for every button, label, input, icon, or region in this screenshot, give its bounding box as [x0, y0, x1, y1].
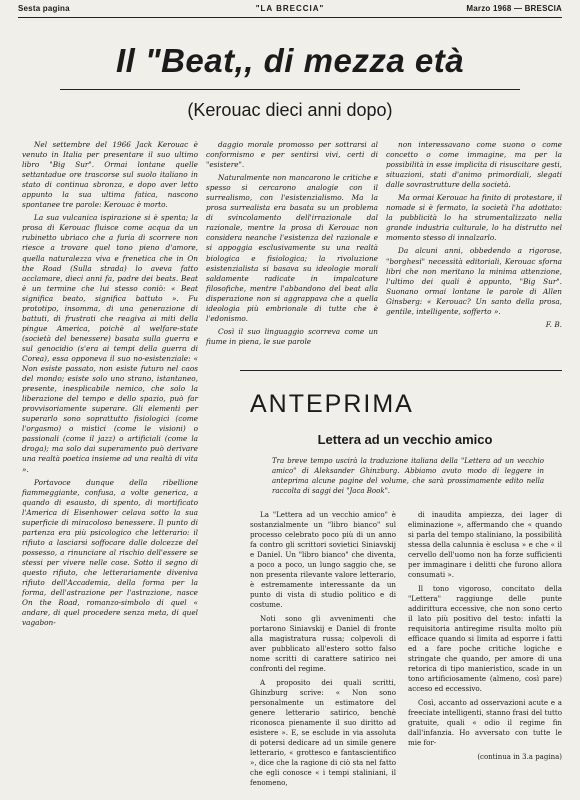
- section-rule: [240, 370, 562, 371]
- issue-date: Marzo 1968 — BRESCIA: [466, 4, 562, 13]
- section-intro: Tra breve tempo uscirà la traduzione italiana della "Lettera ad un vecchio amico" di Aleksander Ghinzburg. Abbiamo avuto modo di leggere in anteprima alcune pagine del volume, che sarà prossimamente edito nella raccolta di saggi dei "Jaca Book".: [272, 457, 544, 495]
- paragraph: di inaudita ampiezza, dei lager di eliminazione », affermando che « quando si parla del tempo staliniano, la possibilità stessa della calunnia è esclusa » e che « il cervello dell'uomo non ha forze sufficienti per immaginare i delitti che furono allora consumati ».: [408, 510, 562, 579]
- paragraph: Naturalmente non mancarono le critiche e spesso si cercarono analogie con il surrealismo, con l'esistenzialismo. Ma la prosa surrealista era basata su un problema di svincolamento dell'irrazionale dal razionale, mentre la prosa di Kerouac non considera neanche l'esistenza del razionale e si appoggia esclusivamente su una realtà biologica e fisiologica; la rivoluzione esistenzialista si basava su ideologie morali saldamente radicate in impalcature filosofiche, mentre l'abbandono del beat alla disperazione non si aggrappava che a quella ideologia più embrionale di tutte che è l'edonismo.: [206, 173, 378, 323]
- section-title: ANTEPRIMA: [250, 390, 414, 418]
- article-column-3: [386, 140, 562, 333]
- preview-column-right: [408, 510, 562, 766]
- article-column-2: [206, 140, 378, 350]
- paragraph: daggio morale promosso per sottrarsi al conformismo e per sentirsi vivi, certi di "esistere".: [206, 140, 378, 170]
- header-rule: [18, 17, 562, 18]
- signature: F. B.: [545, 319, 562, 329]
- paragraph: La sua vulcanica ispirazione si è spenta; la prosa di Kerouac fluisce come acqua da un rubinetto ubriaco che a furia di scorrere non riesce a trovare quel tono pieno d'amore, quella naturalezza viva e frenetica che in On the Road (Sulla strada) lo aveva fatto acclamare, dieci anni fa, padre dei beats. Beat è un termine che lui stesso coniò: « Beat significa beato, significa battuto ». Fu prototipo, insomma, di una generazione di battuti, di frustrati che reagiva ai miti della pingue America, poichè al welfare-state (società del benessere) basata sulla guerra e sul genocidio (s'era ai tempi della guerra di Corea), essa opponeva il suo no-esistenziale: « Non esiste passato, non esiste futuro nel caos del mondo; esiste solo uno strano, istantaneo, presente, inesplicabile nemico, che solo la liberazione del tempo e dello spazio, può far provvisoriamente superare. Gli elementi per superarlo sono soprattutto fisiologici (come l'orgasmo) o mistici (come le visioni) o passionali (come il jazz) o artificiali (come la droga); ma solo dai superamento può derivare una realtà poetica insieme ad una realtà di vita ».: [22, 213, 198, 474]
- paragraph: Noti sono gli avvenimenti che portarono Siniavskij e Daniel di fronte alla magistratura russa; colpevoli di aver pubblicato all'estero sotto falso nome scritti di carattere satirico nei confronti del regime.: [250, 614, 396, 673]
- article-title: Il "Beat,, di mezza età: [115, 42, 465, 79]
- page-number-label: Sesta pagina: [18, 4, 70, 13]
- paragraph: Così il suo linguaggio scorreva come un fiume in piena, le sue parole: [206, 326, 378, 346]
- paragraph: Da alcuni anni, obbedendo a rigorose, "borghesi" necessità editoriali, Kerouac sforna libri che non meritano la minima attenzione, l'ultimo dei quali è appunto, "Big Sur". Suonano ormai lontane le parole di Allen Ginsberg: « Kerouac? Un santo della prosa, gentile, intelligente, sofferto ».: [386, 246, 562, 316]
- newspaper-name: "LA BRECCIA": [255, 4, 325, 13]
- paragraph: Il tono vigoroso, concitato della "Lettera" raggiunge delle punte addirittura eccessive, che non sono certo il lato più positivo del testo: infatti la requisitoria antiregime risulta molto più efficace quando si limita ad esporre i fatti ed a fare poche critiche logiche e stringate che quando, per amore di una retorica di tipo manieristico, scade in un tono artificiosamente (almeno, così pare) acceso ed eccessivo.: [408, 584, 562, 693]
- paragraph: Nel settembre del 1966 Jack Kerouac è venuto in Italia per presentare il suo ultimo libro "Big Sur". Ormai lontane quelle settantadue ore trascorse sul suolo italiano in stato di continua sbronza, e dopo aver letto appunto la sua ultima fatica, nascono spontanee tre parole: Kerouac è morto.: [22, 140, 198, 210]
- paragraph: Così, accanto ad osservazioni acute e a freeciate intelligenti, stanno frasi del tutto gratuite, quali « odio il regime fin dall'infanzia. Ho avversato con tutte le mie for-: [408, 698, 562, 747]
- section-subtitle: Lettera ad un vecchio amico: [317, 432, 493, 447]
- preview-column-left: [250, 510, 396, 792]
- paragraph: La "Lettera ad un vecchio amico" è sostanzialmente un "libro bianco" sul processo celebrato poco più di un anno fa contro gli scrittori sovietici Siniavskij e Daniel. Un "libro bianco" che diventa, a poco a poco, un lungo saggio che, se non presenta rilevante valore letterario, è estremamente interessante da un punto di vista di studio politico e di costume.: [250, 510, 396, 609]
- continuation-note: (continua in 3.a pagina): [477, 753, 562, 761]
- article-subtitle: (Kerouac dieci anni dopo): [187, 100, 393, 120]
- page-header: [18, 4, 562, 16]
- title-rule: [60, 89, 520, 90]
- paragraph: non interessavano come suono o come concetto o come immagine, ma per la possibilità in esse implicita di risuscitare gesti, situazioni, stati d'animo primordiali, slegati dalle sovrastrutture della società.: [386, 140, 562, 190]
- paragraph: Portavoce dunque della ribellione fiammeggiante, confusa, a volte generica, a quando di esausto, di spento, di mortificato l'America di Eisenhower celava sotto la sua superficie di miracoloso benessere. Il punto di partenza era più psicologico che letterario: il rifiuto a lasciarsi soffocare dalle dolcezze del possesso, a rinunciare al rischio dell'essere se stessi per vivere nelle cose. Sotto il segno di questo rifiuto, che letterariamente diveniva rifiuto dell'Accademia, della forma per la forma, dell'astrazione per l'astrazione, nasce On the Road, romanzo-simbolo di quel « andare, di quel procedere senza meta, di quel vagabon-: [22, 477, 198, 628]
- paragraph: Ma ormai Kerouac ha finito di protestare, il nomade si è fermato, la società l'ha adottato: la pubblicità lo ha strumentalizzato nella grande industria culturale, lo ha distrutto nel momento stesso di innalzarlo.: [386, 193, 562, 243]
- paragraph: A proposito dei quali scritti, Ghinzburg scrive: « Non sono personalmente un estimatore del genere letterario satirico, benchè riconosca pienamente il suo diritto ad esistere ». E, se esclude in via assoluta di potersi dedicare ad un simile genere letterario, « grottesco e fantascientifico », dice che la ragione di ciò sta nel fatto che egli conosce « i tempi staliniani, il fenomeno,: [250, 678, 396, 787]
- article-column-1: [22, 140, 198, 631]
